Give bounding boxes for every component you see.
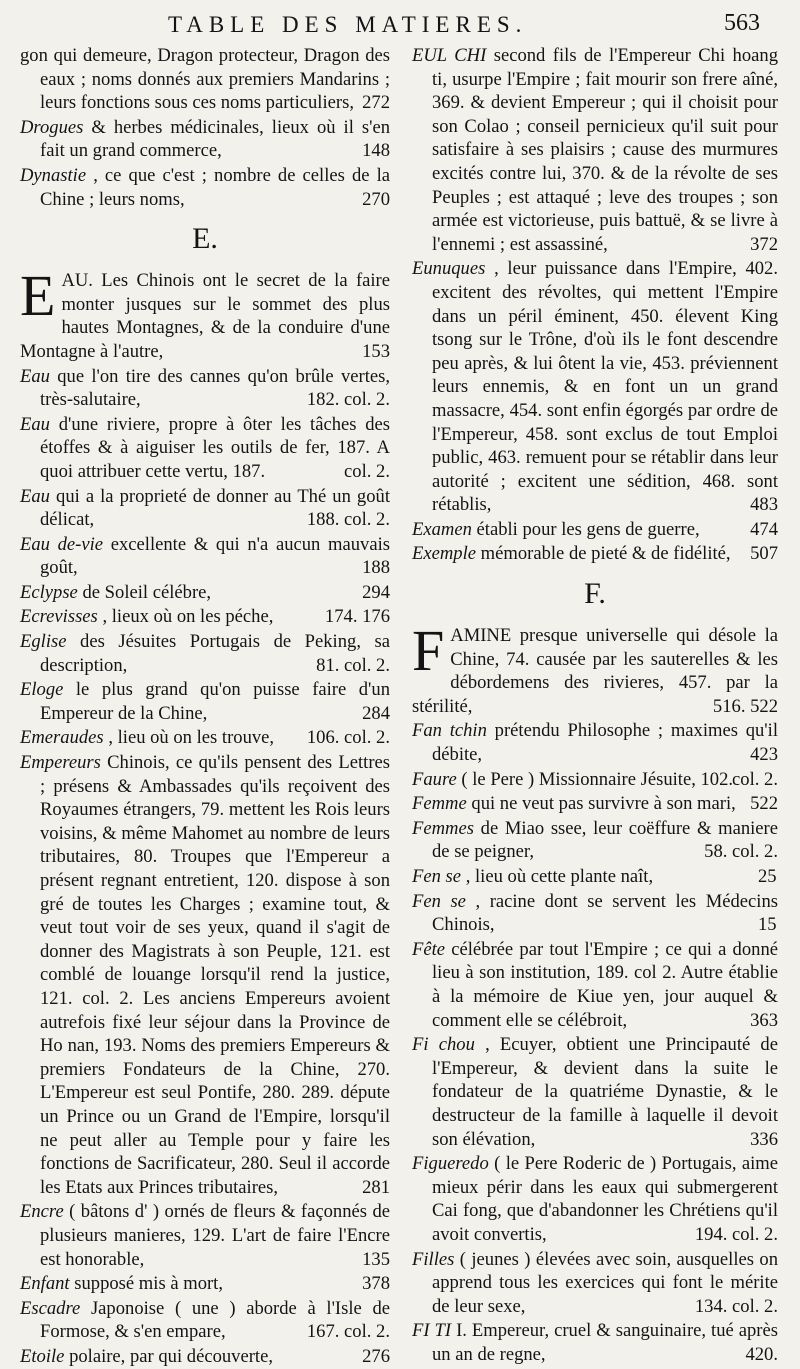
entry-text: , lieu où cette plante naît,	[465, 866, 654, 887]
index-entry	[412, 792, 778, 816]
index-entry	[20, 485, 390, 532]
entry-page-ref: 516. 522	[712, 695, 778, 717]
index-entry	[20, 365, 390, 412]
entry-text: , racine dont se servent les Médecins Chinois,	[432, 890, 778, 936]
index-entry	[412, 1033, 778, 1151]
drop-cap-letter: E	[20, 263, 56, 329]
entry-page-ref: 522	[750, 793, 778, 815]
entry-text: qui a la proprieté de donner au Thé un goût délicat,	[40, 485, 390, 531]
index-entry	[412, 257, 778, 517]
entry-headword: Examen	[412, 518, 472, 540]
index-entry	[20, 116, 390, 163]
page-header	[0, 8, 800, 42]
entry-page-ref: 188. col. 2.	[306, 509, 390, 531]
entry-page-ref: 182. col. 2.	[306, 389, 390, 411]
entry-page-ref: 378	[362, 1273, 390, 1295]
entry-text: des Jésuites Portugais de Peking, sa description,	[40, 631, 391, 676]
entry-headword: Filles	[412, 1248, 455, 1270]
entry-headword: Fête	[412, 938, 446, 960]
entry-text: AMINE presque universelle qui désole la Chine, 74. causée par les sauterelles & les débordemens des rivieres, 457. par la stérilité,	[412, 625, 778, 717]
entry-page-ref: 363	[750, 1009, 778, 1031]
index-entry	[20, 413, 390, 484]
entry-page-ref: 276	[362, 1345, 390, 1367]
entry-page-ref: 474	[750, 518, 778, 540]
entry-headword: Eglise	[20, 631, 67, 653]
entry-headword: Emeraudes	[20, 727, 104, 749]
drop-cap-entry-famine	[412, 618, 778, 718]
entry-text: d'une riviere, propre à ôter les tâches des étoffes & à aiguiser les outils de fer, 187. A quoi attribuer cette vertu, 187.	[40, 413, 390, 482]
entry-page-ref: 106. col. 2.	[306, 727, 390, 749]
entry-text: de Miao ssee, leur coëffure & maniere de se peigner,	[432, 817, 778, 863]
left-column	[20, 44, 390, 1369]
index-entry	[20, 605, 390, 629]
index-entry	[20, 581, 390, 605]
entry-headword: Fi chou	[412, 1034, 475, 1056]
entry-page-ref: 58. col. 2.	[704, 841, 778, 863]
entry-headword: Eau	[20, 413, 50, 435]
entry-page-ref: 507	[750, 543, 778, 565]
entry-headword: Eau	[20, 365, 50, 387]
entry-text: excellente & qui n'a aucun mauvais goût,	[40, 533, 390, 579]
index-entry	[20, 1297, 390, 1344]
entry-headword: Encre	[20, 1201, 64, 1223]
entry-headword: Ecrevisses	[20, 606, 98, 628]
entry-page-ref: 167. col. 2.	[306, 1321, 390, 1343]
entry-text: ( jeunes ) élevées avec soin, ausquelles on apprend tous les exercices qui font le mérite de leur sexe,	[432, 1248, 778, 1317]
index-entry	[412, 542, 778, 566]
entry-text: le plus grand qu'on puisse faire d'un Empereur de la Chine,	[40, 679, 390, 724]
entry-headword: Femmes	[412, 817, 474, 839]
index-entry	[412, 1248, 778, 1319]
entry-text: , lieux où on les péche,	[102, 606, 274, 628]
entry-headword: Enfant	[20, 1273, 70, 1295]
page-number: 563	[724, 10, 760, 36]
index-entry	[20, 1200, 390, 1271]
entry-headword: Exemple	[412, 543, 477, 565]
entry-page-ref: 423	[750, 744, 778, 766]
entry-headword: Etoile	[20, 1345, 65, 1367]
entry-text: I. Empereur, cruel & sanguinaire, tué après un an de regne,	[432, 1320, 778, 1365]
entry-headword: Femme	[412, 793, 467, 815]
entry-text: ( bâtons d' ) ornés de fleurs & façonnés de plusieurs manieres, 129. L'art de faire l'Encre est honorable,	[40, 1201, 390, 1270]
entry-text: second fils de l'Empereur Chi hoang ti, usurpe l'Empire ; fait mourir son frere aîné, 369. & devient Empereur ; qui il choisit pour son Colao ; conseil pernicieux qu'il suit pour satisfaire à ses plaisirs ; cause des murmures excités contre lui, 370. & de la révolte de ses Peuples ; est attaqué ; leve des troupes ; son armée est victorieuse, puis battuë, & se livre à l'ennemi ; est assassiné,	[432, 45, 779, 255]
index-entry	[412, 1152, 778, 1246]
left-entries	[20, 365, 390, 1369]
entry-text: ( le Pere Roderic de ) Portugais, aime mieux périr dans les eaux qui submergerent Cai fong, que d'abandonner les Chrétiens qu'il avoit convertis,	[432, 1153, 778, 1245]
index-entry	[20, 164, 390, 211]
index-entry	[412, 768, 778, 792]
entry-text: ( le Pere ) Missionnaire Jésuite, 102.	[461, 768, 734, 790]
entry-page-ref: 134. col. 2.	[694, 1295, 778, 1317]
entry-text: , Ecuyer, obtient une Principauté de l'Empereur, & devient dans la suite le fondateur de la quatriéme Dynastie, & le destructeur de la famille à laquelle il devoit son élévation,	[432, 1034, 778, 1150]
entry-page-ref: 194. col. 2.	[694, 1223, 778, 1245]
index-entry	[20, 751, 390, 1199]
drop-cap-entry-eau	[20, 263, 390, 363]
entry-headword: Drogues	[20, 116, 84, 138]
index-entry	[20, 678, 390, 725]
entry-text: que l'on tire des cannes qu'on brûle vertes, très-salutaire,	[40, 365, 391, 411]
section-letter-e: E.	[192, 222, 218, 256]
index-entry	[412, 817, 778, 864]
entry-text: AU. Les Chinois ont le secret de la faire monter jusques sur le sommet des plus hautes Montagnes, & de la conduire d'une Montagne à l'autre,	[20, 270, 390, 362]
entry-page-ref: 174. 176	[324, 606, 390, 628]
entry-headword: Empereurs	[20, 752, 101, 774]
index-entry	[412, 719, 778, 766]
entry-headword: Eau	[20, 485, 50, 507]
entry-headword: Figueredo	[412, 1153, 489, 1175]
entry-page-ref: 372	[750, 233, 778, 255]
entry-headword: Dynastie	[20, 164, 87, 186]
index-entry	[412, 1319, 778, 1366]
left-entries-top	[20, 44, 390, 211]
entry-page-ref: 148	[362, 140, 390, 162]
index-entry	[20, 1272, 390, 1296]
entry-page-ref: 336	[750, 1128, 778, 1150]
entry-text: Japonoise ( une ) aborde à l'Isle de Formose, & s'en empare,	[40, 1297, 390, 1343]
entry-page-ref: col. 2.	[732, 768, 778, 790]
entry-text: , ce que c'est ; nombre de celles de la Chine ; leurs noms,	[40, 164, 391, 210]
entry-text: célébrée par tout l'Empire ; ce qui a donné lieu à son institution, 189. col 2. Autre établie à la mémoire de Kiue yen, jour auquel & comment elle se célébroit,	[432, 938, 778, 1031]
entry-headword: Eloge	[20, 679, 64, 701]
entry-headword: Fen se	[412, 890, 466, 912]
index-entry: Fen se , racine dont se servent les Médecins Chinois, 15	[412, 890, 778, 936]
entry-page-ref: 420.	[745, 1343, 778, 1365]
entry-page-ref: 272	[362, 92, 390, 114]
entry-headword: Faure	[412, 768, 457, 790]
entry-text: qui ne veut pas survivre à son mari,	[471, 793, 736, 815]
entry-text: supposé mis à mort,	[74, 1273, 223, 1295]
entry-page-ref: 188	[362, 557, 390, 579]
entry-page-ref: 153	[362, 340, 390, 362]
entry-headword: Escadre	[20, 1297, 81, 1319]
right-entries	[412, 719, 778, 1366]
entry-page-ref: 81. col. 2.	[316, 654, 390, 676]
entry-page-ref: 270	[362, 188, 390, 210]
entry-headword: Eau de-vie	[20, 533, 104, 555]
entry-text: établi pour les gens de guerre,	[476, 518, 700, 540]
entry-page-ref: 281	[362, 1176, 390, 1198]
right-column	[412, 44, 778, 1367]
entry-headword: Eunuques	[412, 258, 486, 280]
entry-page-ref: 284	[362, 702, 390, 724]
entry-text: mémorable de pieté & de fidélité,	[480, 543, 731, 565]
index-entry: Fen se , lieu où cette plante naît, 25	[412, 866, 777, 887]
entry-text: prétendu Philosophe ; maximes qu'il débite,	[432, 720, 778, 766]
entry-text: & herbes médicinales, lieux où il s'en fait un grand commerce,	[40, 116, 390, 162]
entry-headword: Eclypse	[20, 581, 78, 603]
entry-page-ref: 135	[362, 1248, 390, 1270]
entry-headword: FI TI	[412, 1320, 452, 1342]
index-entry	[412, 938, 778, 1032]
page-title: TABLE DES MATIERES.	[168, 12, 528, 37]
entry-page-ref: col. 2.	[344, 460, 390, 482]
entry-text: de Soleil célébre,	[82, 581, 212, 603]
entry-headword: EUL CHI	[412, 45, 487, 66]
index-entry	[412, 518, 778, 542]
entry-text: , lieu où on les trouve,	[108, 727, 275, 749]
entry-page-ref: 483	[750, 494, 778, 516]
drop-cap-letter: F	[412, 618, 445, 684]
entry-text: polaire, par qui découverte,	[69, 1345, 273, 1367]
index-entry	[20, 44, 390, 115]
entry-page-ref: 294	[362, 581, 390, 603]
entry-headword: Fen se	[412, 866, 462, 887]
entry-text: gon qui demeure, Dragon protecteur, Dragon des eaux ; noms donnés aux premiers Mandarins ; leurs fonctions sous ces noms particuliers,	[20, 45, 390, 114]
index-entry	[20, 533, 390, 580]
index-entry	[412, 44, 778, 256]
index-entry	[20, 630, 390, 677]
right-entries-top	[412, 44, 778, 566]
entry-text: Chinois, ce qu'ils pensent des Lettres ; présens & Ambassades qu'ils reçoivent des Royaumes étrangers, 79. mettent les Rois leurs voisins, & même Mahomet au nombre de leurs tributaires, 80. Troupes que l'Empereur a présent regnant entretient, 120. dispose à son gré de toutes les Charges ; examine tout, & veut tout voir de ses yeux, quand il s'agit de donner des Magistrats à son Peuple, 121. est comblé de louange lorsqu'il rend la justice, 121. col. 2. Les anciens Empereurs avoient autrefois fixé leur séjour dans la Province de Ho nan, 193. Noms des premiers Empereurs & premiers Fondateurs de la Chine, 270. L'Empereur est seul Pontife, 280. 289. députe un Prince ou un Grand de l'Empire, lorsqu'il ne peut aller au Temple pour y faire les fonctions de Sacrificateur, 280. Seul il accorde les Etats aux Princes tributaires,	[40, 752, 390, 1198]
entry-text: , leur puissance dans l'Empire, 402. excitent des révoltes, qui mettent l'Empire dans un péril éminent, 450. élevent King tsong sur le Trône, d'où ils le font descendre peu après, & lui ôtent la vie, 453. préviennent leurs ennemis, & en font un un grand massacre, 454. sont enfin égorgés par ordre de l'Empereur, 458. sont exclus de tout Emploi public, 463. remuent pour se rétablir dans leur autorité ; excitent une sédition, 468. sont rétablis,	[432, 258, 778, 516]
entry-headword: Fan tchin	[412, 720, 487, 742]
section-letter-f: F.	[584, 577, 606, 611]
index-entry	[20, 726, 390, 750]
index-entry	[20, 1345, 390, 1369]
